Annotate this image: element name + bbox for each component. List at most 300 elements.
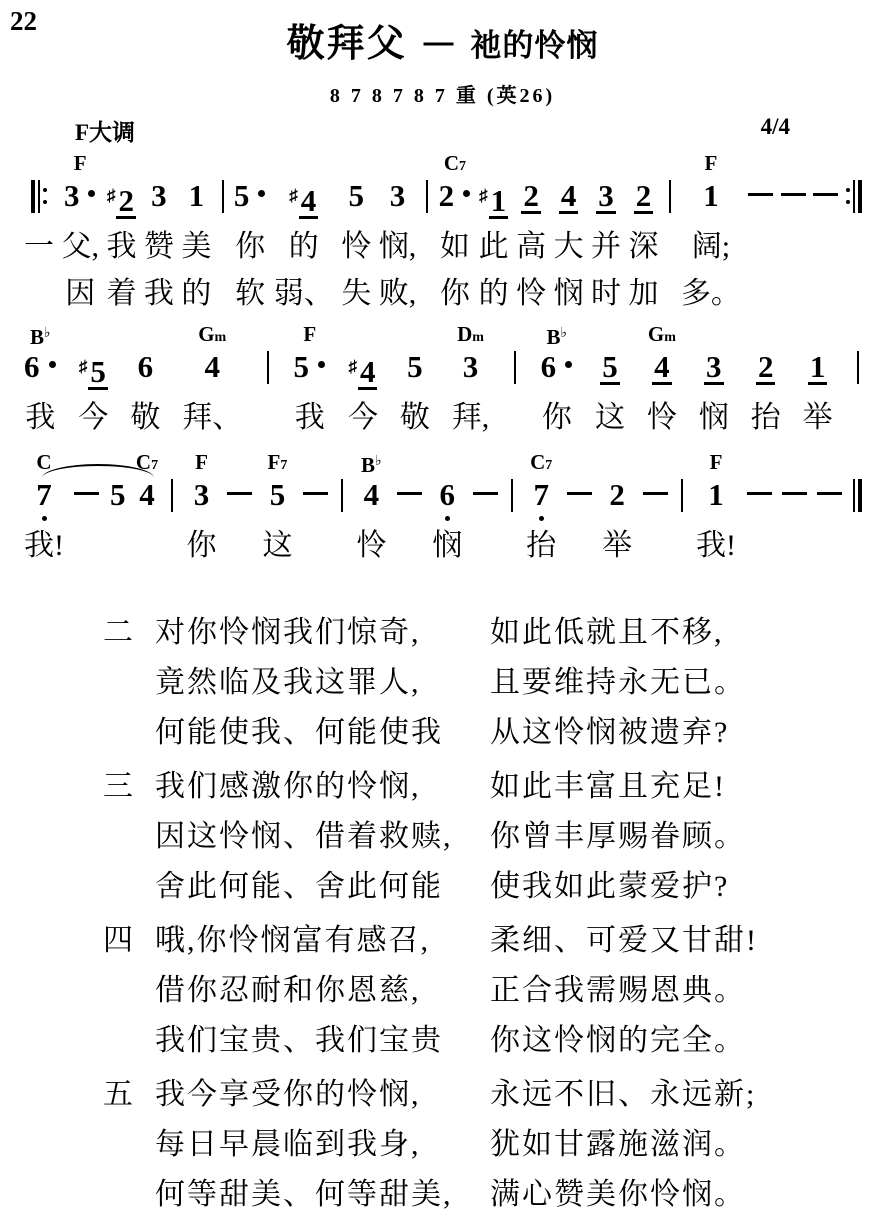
verse-line: 永远不旧、永远新; — [490, 1078, 757, 1111]
note-digit: 3 — [462, 349, 479, 384]
chord-suffix: ♭ — [560, 326, 568, 341]
verse-line: 我们宝贵、我们宝贵 — [155, 1024, 443, 1057]
chord-spacer — [196, 151, 197, 177]
note-token — [204, 348, 220, 386]
title-main: 敬拜父 — [286, 23, 407, 65]
lyric-syllable: 我 — [143, 277, 174, 310]
lyric-syllable — [666, 227, 674, 269]
bar-slot — [857, 348, 859, 386]
note-token — [703, 177, 719, 215]
note-cell — [227, 450, 252, 568]
chord-spacer — [793, 151, 794, 177]
sharp-icon: ♯ — [348, 357, 357, 376]
hymn-title — [0, 0, 885, 67]
note-token — [634, 177, 654, 215]
note-cell — [479, 151, 509, 316]
note-digit: 5 — [293, 349, 310, 384]
barline-thick — [858, 479, 862, 512]
verse-line: 正合我需赐恩典。 — [490, 974, 746, 1007]
augmentation-dot — [463, 190, 470, 197]
chord-suffix: ♭ — [43, 326, 51, 341]
note-digit: 7 — [36, 477, 52, 512]
note-cell — [647, 322, 677, 440]
note-cell — [803, 322, 833, 440]
dash-note — [567, 492, 592, 495]
lyric-syllable: 今 — [347, 401, 378, 434]
chord-label — [710, 450, 723, 476]
lyric-syllable — [822, 274, 830, 316]
chord-spacer — [853, 151, 854, 177]
note-token — [439, 177, 472, 215]
sharp-icon: ♯ — [78, 357, 88, 376]
note-token — [609, 476, 625, 514]
note-digit: 1 — [188, 178, 205, 213]
lyric-syllable — [850, 274, 858, 316]
chord-spacer — [681, 450, 682, 476]
verse-block — [103, 916, 885, 1066]
chord-spacer — [145, 322, 146, 348]
bar-endrep-glyph — [846, 177, 862, 215]
note-digit: 5 — [109, 477, 126, 512]
bar-line-glyph — [267, 348, 269, 386]
lyric-syllable — [511, 398, 519, 440]
dash-note — [747, 492, 772, 495]
verse-line: 何等甜美、何等甜美, — [155, 1178, 453, 1211]
lyric-syllable: 时 — [591, 277, 622, 310]
chord-label — [303, 322, 316, 348]
chord-root: C — [36, 450, 52, 474]
chord-root: G — [647, 322, 665, 346]
chord-spacer — [315, 450, 316, 476]
lyric-syllable — [219, 274, 227, 316]
barline-cell — [424, 151, 432, 316]
chord-label — [361, 450, 382, 476]
chord-label — [74, 151, 87, 177]
note-cell — [473, 450, 498, 568]
chord-spacer — [267, 322, 268, 348]
note-token — [479, 177, 508, 218]
chord-spacer — [817, 322, 818, 348]
music-system — [24, 450, 862, 568]
note-cell — [61, 151, 99, 316]
lyric-syllable — [114, 526, 122, 568]
title-subtitle: 祂的怜悯 — [470, 28, 599, 63]
note-token — [348, 348, 377, 389]
note-token — [270, 476, 286, 514]
chord-spacer — [759, 450, 760, 476]
note-digit: 3 — [389, 178, 406, 213]
chord-spacer — [172, 450, 173, 476]
chord-spacer — [121, 151, 122, 177]
lyric-syllable: 并 — [591, 230, 622, 263]
note-cell — [747, 450, 772, 568]
lyric-syllable: 你 — [541, 401, 572, 434]
lyric-syllable: 如 — [439, 230, 470, 263]
note-cell — [397, 450, 422, 568]
chord-root: C — [135, 450, 152, 474]
dash-note — [813, 193, 838, 196]
note-cell — [144, 151, 174, 316]
lyric-syllable — [757, 227, 765, 269]
verse-line: 你曾丰厚赐眷顾。 — [490, 820, 746, 853]
chord-spacer — [858, 322, 859, 348]
sharp-icon: ♯ — [479, 186, 488, 205]
note-cell — [591, 151, 621, 316]
note-cell — [699, 322, 729, 440]
note-cell — [400, 322, 430, 440]
system-cells — [24, 322, 862, 440]
lyric-syllable — [219, 227, 227, 269]
dash-note — [748, 193, 773, 196]
lyric-syllable — [790, 274, 798, 316]
barline-thin — [38, 180, 40, 213]
lyric-syllable: 拜、 — [182, 401, 243, 434]
note-token — [817, 476, 842, 514]
note-digit: 4 — [300, 183, 317, 218]
system-cells — [24, 151, 862, 316]
note-cell — [130, 322, 160, 440]
note-cell — [262, 450, 292, 568]
lyric-syllable — [264, 398, 272, 440]
note-digit: 5 — [348, 178, 364, 213]
barline-cell — [219, 151, 227, 316]
bar-line-glyph — [222, 177, 224, 215]
bar-line-glyph — [171, 476, 173, 514]
verse-left-column — [155, 762, 490, 912]
lyric-syllable — [424, 227, 432, 269]
note-digit: 6 — [540, 349, 557, 384]
note-token — [808, 348, 828, 386]
verse-left-column — [155, 1070, 490, 1220]
chord-spacer — [606, 151, 607, 177]
barline-thin — [514, 351, 516, 384]
chord-spacer — [414, 322, 415, 348]
bar-slot — [669, 177, 671, 215]
note-digit: 2 — [438, 178, 455, 213]
chord-spacer — [617, 450, 618, 476]
chord-spacer — [669, 151, 670, 177]
augmentation-dot — [565, 361, 572, 368]
barline-thick — [858, 180, 862, 213]
verse-line: 如此丰富且充足! — [490, 770, 726, 803]
chord-suffix: ♭ — [375, 454, 382, 469]
note-cell — [696, 450, 736, 568]
note-token — [397, 476, 422, 514]
low-octave-dot — [539, 516, 544, 521]
bar-slot — [514, 348, 516, 386]
note-token — [294, 348, 327, 386]
lyric-syllable: 举 — [802, 401, 833, 434]
note-token — [234, 177, 267, 215]
chord-suffix: m — [472, 330, 484, 345]
chord-spacer — [493, 151, 494, 177]
system-cells — [24, 450, 862, 568]
note-digit: 6 — [24, 349, 40, 384]
verse-number: 二 — [103, 616, 135, 649]
note-token — [704, 348, 724, 386]
note-digit: 2 — [523, 178, 539, 213]
low-octave-dot — [445, 516, 450, 521]
bar-begin-glyph — [31, 177, 47, 215]
note-token — [708, 476, 724, 514]
note-cell — [432, 450, 462, 568]
verse-number: 五 — [103, 1078, 135, 1111]
barline-cell — [24, 151, 54, 316]
lyric-syllable: 怜 — [646, 401, 677, 434]
lyric-syllable — [508, 526, 516, 568]
chord-spacer — [303, 151, 304, 177]
note-token — [813, 177, 838, 215]
chord-spacer — [531, 151, 532, 177]
lyric-syllable: 的 — [288, 230, 319, 263]
lyric-syllable — [424, 274, 432, 316]
barline-cell — [508, 450, 516, 568]
note-token — [643, 476, 668, 514]
note-digit: 5 — [407, 349, 423, 384]
lyric-syllable: 我 — [106, 230, 137, 263]
lyric-syllable: 我 — [25, 401, 56, 434]
note-digit: 2 — [635, 178, 652, 213]
chord-spacer — [397, 151, 398, 177]
lyric-syllable: 今 — [78, 401, 109, 434]
chord-label — [444, 151, 466, 177]
chord-label — [547, 322, 568, 348]
verse-line: 何能使我、何能使我 — [155, 716, 443, 749]
time-signature: 4/4 — [760, 114, 790, 139]
barline-cell — [855, 322, 863, 440]
bar-final-glyph — [853, 476, 862, 514]
barline-thin — [426, 180, 428, 213]
chord-spacer — [514, 322, 515, 348]
note-digit: 2 — [118, 183, 134, 218]
note-cell — [187, 450, 217, 568]
dash-note — [643, 492, 668, 495]
chord-spacer — [655, 450, 656, 476]
chord-spacer — [579, 450, 580, 476]
note-digit: 1 — [703, 178, 719, 213]
bar-line-glyph — [681, 476, 683, 514]
lyric-syllable: 敬 — [130, 401, 161, 434]
chord-root: B — [546, 325, 561, 349]
note-token — [64, 177, 97, 215]
note-token — [289, 177, 318, 218]
sharp-icon: ♯ — [106, 186, 116, 205]
chord-spacer — [222, 151, 223, 177]
chord-suffix: m — [214, 330, 227, 345]
chord-spacer — [643, 151, 644, 177]
note-cell — [24, 322, 57, 440]
barline-thin — [857, 351, 859, 384]
dash-note — [817, 492, 842, 495]
note-digit: 7 — [533, 477, 549, 512]
chord-label — [530, 450, 552, 476]
verse-line: 满心赞美你怜悯。 — [490, 1178, 746, 1211]
repeat-dot — [846, 188, 850, 192]
lyric-syllable: 深 — [628, 230, 659, 263]
chord-root: B — [29, 325, 44, 349]
chord-spacer — [511, 450, 512, 476]
note-token — [349, 177, 365, 215]
note-cell — [554, 151, 584, 316]
note-cell — [379, 151, 417, 316]
dash-note — [782, 492, 807, 495]
note-digit: 6 — [137, 349, 154, 384]
lyric-syllable — [755, 526, 763, 568]
note-token — [756, 348, 776, 386]
lyric-syllable: 弱、 — [273, 277, 334, 310]
dash-note — [397, 492, 422, 495]
lyric-syllable: 阔; — [691, 230, 731, 263]
lyric-syllable — [83, 526, 91, 568]
lyric-syllable: 举 — [602, 529, 633, 562]
note-cell — [567, 450, 592, 568]
note-cell — [782, 450, 807, 568]
note-token — [541, 348, 574, 386]
note-cell — [78, 322, 108, 440]
lyric-syllable — [826, 526, 834, 568]
lyric-syllable: 你 — [186, 529, 217, 562]
verse-number: 三 — [103, 770, 135, 803]
chord-root: F — [267, 450, 281, 474]
note-digit: 5 — [233, 178, 250, 213]
lyric-syllable: 因 — [65, 277, 96, 310]
chord-root: G — [198, 322, 215, 346]
barline-thin — [681, 479, 683, 512]
barline-cell — [853, 450, 862, 568]
note-token — [189, 177, 205, 215]
note-token — [567, 476, 592, 514]
verse-left-column — [155, 916, 490, 1066]
music-system — [24, 322, 862, 440]
bar-slot — [341, 476, 343, 514]
lyric-syllable: 软 — [235, 277, 266, 310]
verse-line: 使我如此蒙爱护? — [490, 870, 730, 903]
page-number: 22 — [10, 6, 37, 36]
note-digit: 2 — [757, 349, 774, 384]
barline-thin — [853, 180, 855, 213]
verse-right-column — [490, 916, 758, 1066]
lyric-syllable — [790, 227, 798, 269]
repeat-dots — [846, 180, 850, 213]
bar-slot — [511, 476, 513, 514]
note-token — [407, 348, 423, 386]
note-cell — [781, 151, 806, 316]
lyric-syllable — [575, 526, 583, 568]
note-digit: 4 — [204, 349, 220, 384]
verse-line: 竟然临及我这罪人, — [155, 666, 421, 699]
note-token — [110, 476, 126, 514]
note-digit: 4 — [560, 178, 577, 213]
chord-spacer — [829, 450, 830, 476]
note-cell — [751, 322, 781, 440]
note-token — [781, 177, 806, 215]
chord-spacer — [568, 151, 569, 177]
barline-cell — [264, 322, 272, 440]
lyric-syllable: 悯 — [432, 529, 463, 562]
chord-spacer — [713, 322, 714, 348]
bar-line-glyph — [341, 476, 343, 514]
lyric-syllable: 着 — [106, 277, 137, 310]
note-digit: 6 — [439, 477, 456, 512]
lyric-syllable: 加 — [628, 277, 659, 310]
chord-suffix: 7 — [545, 458, 553, 473]
note-cell — [817, 450, 842, 568]
lyric-syllable — [678, 526, 686, 568]
meter-info: 8 7 8 7 8 7 重 (英26) — [329, 85, 556, 107]
chord-suffix: m — [664, 330, 676, 345]
note-token — [473, 476, 498, 514]
dash-note — [227, 492, 252, 495]
chord-spacer — [427, 151, 428, 177]
score-body — [0, 151, 885, 1220]
note-digit: 5 — [90, 354, 106, 389]
chord-root: C — [443, 151, 459, 175]
lyric-syllable — [855, 398, 863, 440]
note-cell — [526, 450, 556, 568]
note-cell — [439, 151, 472, 316]
bar-line-glyph — [426, 177, 428, 215]
verse-line: 你这怜悯的完全。 — [490, 1024, 746, 1057]
note-digit: 4 — [359, 354, 376, 389]
note-token — [652, 348, 672, 386]
bar-slot — [171, 476, 173, 514]
lyric-syllable — [143, 526, 151, 568]
bar-line-glyph — [511, 476, 513, 514]
chord-spacer — [39, 151, 40, 177]
note-cell — [348, 322, 378, 440]
note-token — [24, 348, 57, 386]
dash-note — [74, 492, 99, 495]
note-token — [139, 476, 155, 514]
lyric-syllable: 高 — [516, 230, 547, 263]
note-token — [748, 177, 773, 215]
barline-cell — [511, 322, 519, 440]
barline-cell — [678, 450, 686, 568]
note-token — [36, 476, 52, 514]
note-token — [74, 476, 99, 514]
chord-spacer — [342, 450, 343, 476]
note-cell — [234, 151, 267, 316]
low-octave-dot — [42, 516, 47, 521]
note-cell — [516, 151, 546, 316]
note-token — [440, 476, 456, 514]
augmentation-dot — [318, 361, 325, 368]
barline-thin — [171, 479, 173, 512]
note-cell — [274, 151, 334, 316]
note-cell — [294, 322, 327, 440]
verse-line: 犹如甘露施滋润。 — [490, 1128, 746, 1161]
barline-thin — [853, 479, 855, 512]
chord-root: F — [303, 322, 317, 346]
note-cell — [748, 151, 773, 316]
chord-spacer — [250, 151, 251, 177]
note-token — [521, 177, 541, 215]
chord-spacer — [609, 322, 610, 348]
title-separator: — — [423, 26, 454, 59]
chord-spacer — [356, 151, 357, 177]
note-token — [559, 177, 579, 215]
note-digit: 4 — [139, 477, 155, 512]
lyric-syllable: 抬 — [750, 401, 781, 434]
note-cell — [595, 322, 625, 440]
verse-line: 舍此何能、舍此何能 — [155, 870, 443, 903]
note-digit: 4 — [654, 349, 670, 384]
header — [0, 0, 885, 147]
note-digit: 3 — [193, 477, 210, 512]
note-cell — [541, 322, 574, 440]
chord-label — [30, 322, 51, 348]
bar-slot — [222, 177, 224, 215]
